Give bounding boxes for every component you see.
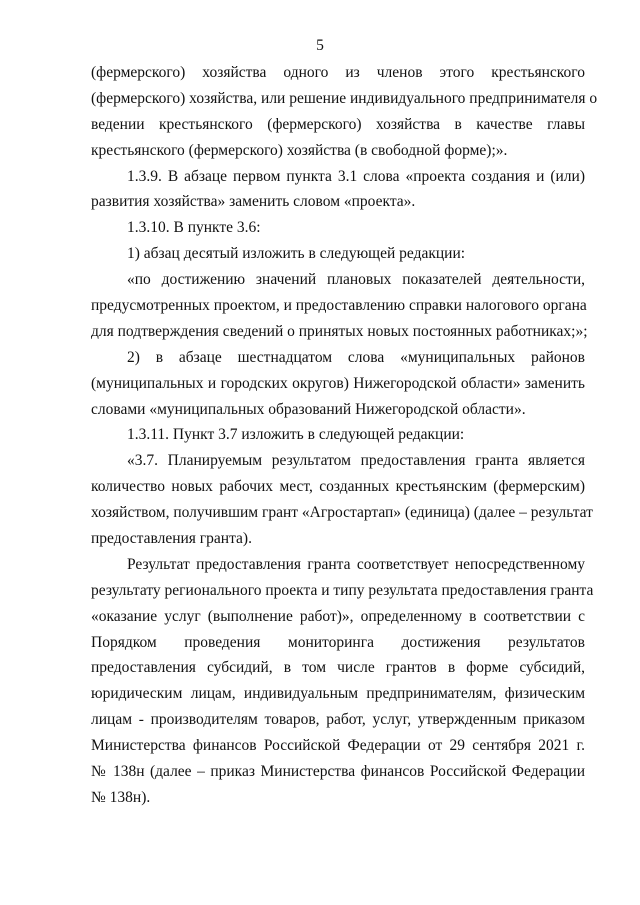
- text-line: 1.3.9. В абзаце первом пункта 3.1 слова «проекта создания и (или): [127, 167, 585, 185]
- text-line: предоставления субсидий, в том числе грантов в форме субсидий,: [91, 659, 585, 677]
- text-line: предоставления гранта).: [91, 530, 252, 548]
- text-line: Порядком проведения мониторинга достижения результатов: [91, 633, 585, 651]
- text-line: 1.3.10. В пункте 3.6:: [127, 219, 261, 237]
- text-line: крестьянского (фермерского) хозяйства (в свободной форме);».: [91, 141, 508, 159]
- text-line: 2) в абзаце шестнадцатом слова «муниципальных районов: [127, 348, 585, 366]
- text-line: 1.3.11. Пункт 3.7 изложить в следующей редакции:: [127, 426, 465, 444]
- text-line: 1) абзац десятый изложить в следующей редакции:: [127, 245, 466, 263]
- text-line: № 138н).: [91, 788, 151, 806]
- page-number: 5: [316, 37, 324, 54]
- text-line: хозяйством, получившим грант «Агростартап» (единица) (далее – результат: [91, 504, 593, 522]
- text-line: для подтверждения сведений о принятых новых постоянных работниках;»;: [91, 322, 588, 340]
- text-line: «оказание услуг (выполнение работ)», определенному в соответствии с: [91, 607, 585, 625]
- text-line: № 138н (далее – приказ Министерства финансов Российской Федерации: [91, 763, 585, 781]
- text-line: Министерства финансов Российской Федерации от 29 сентября 2021 г.: [91, 737, 585, 755]
- document-body: [91, 60, 598, 811]
- text-line: юридическим лицам, индивидуальным предпринимателям, физическим: [91, 685, 585, 703]
- text-line: результату регионального проекта и типу результата предоставления гранта: [91, 581, 594, 599]
- text-line: «по достижению значений плановых показателей деятельности,: [127, 271, 585, 289]
- text-line: развития хозяйства» заменить словом «проекта».: [91, 193, 416, 211]
- text-line: Результат предоставления гранта соответствует непосредственному: [127, 555, 585, 573]
- text-line: (фермерского) хозяйства, или решение индивидуального предпринимателя о: [91, 89, 598, 107]
- text-line: предусмотренных проектом, и предоставлению справки налогового органа: [91, 297, 587, 315]
- text-line: словами «муниципальных образований Нижегородской области».: [91, 400, 526, 418]
- text-line: ведении крестьянского (фермерского) хозяйства в качестве главы: [91, 115, 585, 133]
- text-line: количество новых рабочих мест, созданных крестьянским (фермерским): [91, 478, 585, 496]
- text-line: лицам - производителям товаров, работ, услуг, утвержденным приказом: [91, 711, 585, 729]
- text-line: (муниципальных и городских округов) Нижегородской области» заменить: [91, 374, 585, 392]
- text-line: (фермерского) хозяйства одного из членов этого крестьянского: [91, 64, 585, 81]
- text-line: «3.7. Планируемым результатом предоставления гранта является: [127, 452, 585, 470]
